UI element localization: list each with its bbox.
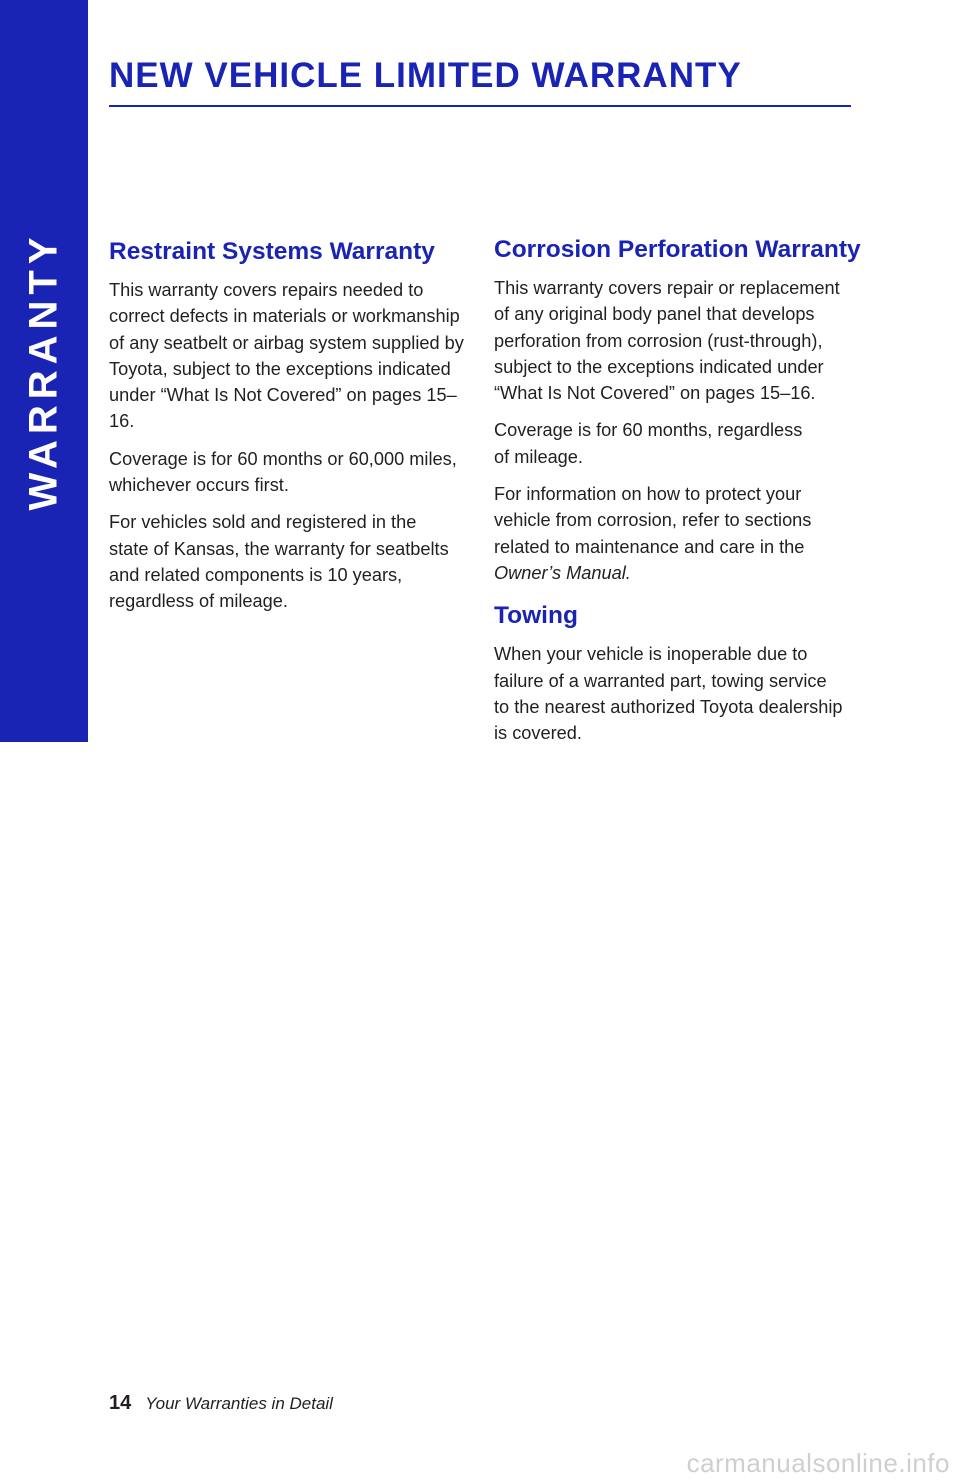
corrosion-term-paragraph: Coverage is for 60 months, regardless of mileage. — [494, 420, 803, 467]
towing-paragraph: When your vehicle is inoperable due to failure of a warranted part, towing service to the nearest authorized Toyota dealership is covered. — [494, 644, 843, 744]
header-divider — [109, 105, 851, 107]
page-title: NEW VEHICLE LIMITED WARRANTY — [109, 56, 742, 95]
left-column — [109, 233, 469, 626]
restraint-systems-heading: Restraint Systems Warranty — [109, 238, 435, 265]
owners-manual-reference: Owner’s Manual. — [494, 562, 631, 583]
side-tab-label: WARRANTY — [21, 231, 66, 511]
restraint-kansas-paragraph: For vehicles sold and registered in the state of Kansas, the warranty for seatbelts and related components is 10 years, regardless of mileage. — [109, 512, 449, 612]
page-number: 14 — [109, 1392, 132, 1414]
towing-heading: Towing — [494, 602, 578, 630]
corrosion-info-text: For information on how to protect your vehicle from corrosion, refer to sections related to maintenance and care in the — [494, 484, 812, 557]
restraint-term-paragraph: Coverage is for 60 months or 60,000 miles, whichever occurs first. — [109, 448, 457, 496]
corrosion-coverage-paragraph: This warranty covers repair or replacement of any original body panel that develops perforation from corrosion (rust-through), subject to the exceptions indicated under “What Is Not Covered” on pages 15–16. — [494, 278, 840, 404]
corrosion-heading: Corrosion Perforation Warranty — [494, 236, 861, 263]
footer-title: Your Warranties in Detail — [145, 1394, 333, 1413]
page-footer — [109, 1392, 333, 1415]
watermark: carmanualsonline.info — [686, 1448, 950, 1478]
side-tab — [0, 0, 88, 742]
corrosion-info-paragraph — [494, 481, 844, 586]
restraint-coverage-paragraph: This warranty covers repairs needed to correct defects in materials or workmanship of any seatbelt or airbag system supplied by Toyota, subject to the exceptions indicated under “What Is Not Covered” on pages 15–16. — [109, 280, 464, 432]
right-column — [494, 231, 861, 757]
